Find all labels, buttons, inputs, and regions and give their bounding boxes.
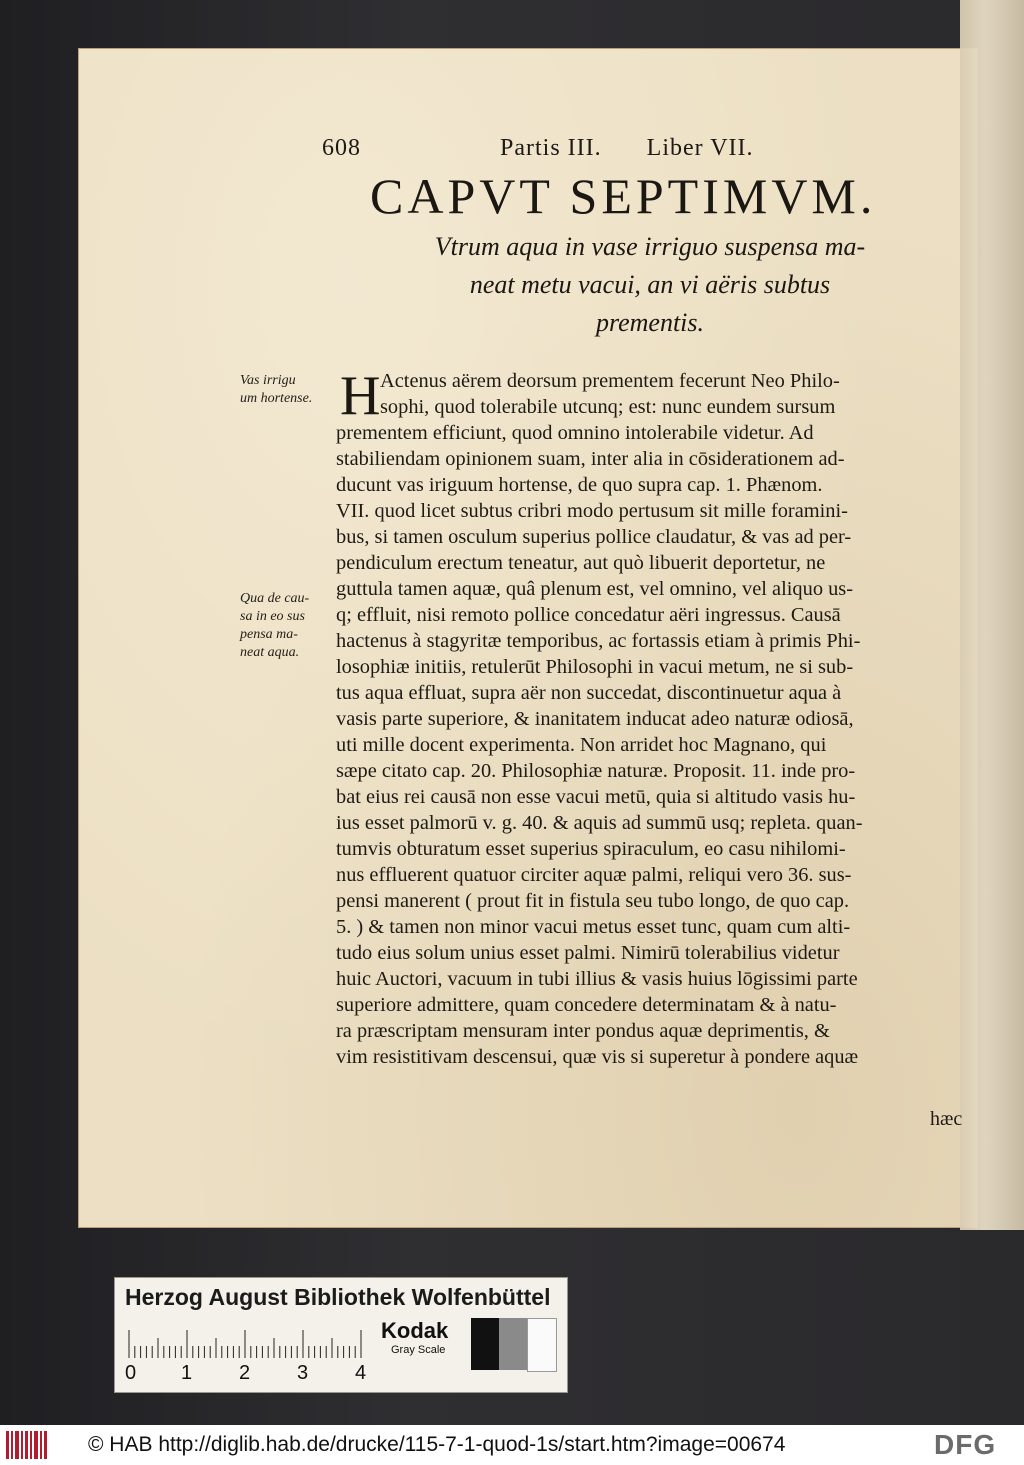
text-line: Actenus aërem deorsum prementem fecerunt Neo Philo-: [380, 370, 840, 392]
text-line: q; effluit, nisi remoto pollice concedatur aëri ingressus. Causā: [336, 604, 841, 626]
text-line: pensi manerent ( prout fit in fistula seu tubo longo, de quo cap.: [336, 890, 850, 912]
page-number: 608: [322, 135, 361, 161]
kodak-label: Kodak: [381, 1318, 449, 1343]
text-line: stabiliendam opinionem suam, inter alia in cōsiderationem ad-: [336, 448, 845, 470]
marginal-note-line: Vas irrigu: [240, 373, 296, 388]
text-line: pendiculum erectum teneatur, aut quò libuerit deportetur, ne: [336, 552, 826, 574]
gray-scale-label: Gray Scale: [391, 1344, 446, 1356]
library-name: Herzog August Bibliothek Wolfenbüttel: [125, 1284, 551, 1310]
text-line: tumvis obturatum esset superius spiraculum, eo casu nihilomi-: [336, 838, 846, 860]
marginal-note-line: sa in eo sus: [240, 609, 305, 624]
text-line: bus, si tamen osculum superius pollice claudatur, & vas ad per-: [336, 526, 852, 548]
text-line: tus aqua effluat, supra aër non succedat, discontinuetur aqua à: [336, 682, 842, 704]
ruler-scale: [127, 1328, 367, 1358]
subtitle-line: Vtrum aqua in vase irriguo suspensa ma-: [434, 232, 866, 261]
book-label: Liber VII.: [646, 135, 754, 161]
marginal-note-line: Qua de cau-: [240, 591, 310, 606]
drop-cap: H: [340, 365, 381, 427]
marginal-note-line: neat aqua.: [240, 645, 300, 660]
text-line: vim resistitivam descensui, quæ vis si superetur à pondere aquæ: [336, 1046, 859, 1068]
text-line: ducunt vas iriguum hortense, de quo supra cap. 1. Phænom.: [336, 474, 823, 496]
library-color-card: [114, 1277, 568, 1393]
text-line: superiore admittere, quam concedere determinatam & à natu-: [336, 994, 837, 1016]
text-line: tudo eius solum unius esset palmi. Nimirū tolerabilius videtur: [336, 942, 840, 964]
ruler-digit: 3: [297, 1362, 309, 1384]
text-line: vasis parte superiore, & inanitatem inducat adeo naturæ odiosā,: [336, 708, 854, 730]
margin-notes: [240, 372, 340, 844]
text-line: prementem efficiunt, quod omnino intolerabile videtur. Ad: [336, 422, 814, 444]
marginal-note: [240, 372, 340, 408]
subtitle-line: prementis.: [595, 308, 705, 337]
text-line: ra præscriptam mensuram inter pondus aquæ deprimentis, &: [336, 1020, 830, 1042]
part-label: Partis III.: [500, 135, 602, 161]
text-line: ius esset palmorū v. g. 40. & aquis ad summū usq; repleta. quan-: [336, 812, 863, 834]
text-line: sæpe citato cap. 20. Philosophiæ naturæ. Proposit. 11. inde pro-: [336, 760, 856, 782]
footer-copyright: © HAB http://diglib.hab.de/drucke/115-7-1-quod-1s/start.htm?image=00674: [88, 1433, 786, 1456]
gray-patch-mid: [499, 1318, 527, 1370]
ruler-digit: 1: [181, 1362, 193, 1384]
text-line: guttula tamen aquæ, quâ plenum est, vel omnino, vel aliquo us-: [336, 578, 854, 600]
text-line: 5. ) & tamen non minor vacui metus esset tunc, quam cum alti-: [336, 916, 851, 938]
ruler-digit: 0: [125, 1362, 137, 1384]
gray-patch-black: [471, 1318, 499, 1370]
catchword: hæc: [930, 1108, 963, 1130]
barcode-icon: [6, 1431, 50, 1459]
text-line: sophi, quod tolerabile utcunq; est: nunc eundem sursum: [380, 396, 836, 418]
chapter-title: CAPVT SEPTIMVM.: [370, 168, 877, 224]
text-line: nus effluerent quatuor circiter aquæ palmi, reliqui vero 36. sus-: [336, 864, 852, 886]
marginal-note-line: pensa ma-: [240, 627, 298, 642]
text-line: bat eius rei causā non esse vacui metū, quia si altitudo vasis hu-: [336, 786, 856, 808]
text-line: huic Auctori, vacuum in tubi illius & vasis huius lōgissimi parte: [336, 968, 858, 990]
marginal-note: [240, 590, 340, 662]
text-line: uti mille docent experimenta. Non arridet hoc Magnano, qui: [336, 734, 827, 756]
marginal-note-line: um hortense.: [240, 391, 313, 406]
running-header: [322, 135, 842, 162]
text-line: losophiæ initiis, retulerūt Philosophi in vacui metum, ne si sub-: [336, 656, 854, 678]
text-line: hactenus à stagyritæ temporibus, ac fortassis etiam à primis Phi-: [336, 630, 861, 652]
footer-bar: [0, 1425, 1024, 1465]
gray-patch-white: [527, 1318, 557, 1372]
subtitle-line: neat metu vacui, an vi aëris subtus: [469, 270, 831, 299]
ruler-digit: 4: [355, 1362, 367, 1384]
dfg-logo: DFG: [934, 1429, 997, 1460]
text-line: VII. quod licet subtus cribri modo pertusum sit mille foramini-: [336, 500, 848, 522]
body-text: [336, 365, 976, 1070]
chapter-subtitle: [370, 228, 930, 342]
ruler-digit: 2: [239, 1362, 251, 1384]
